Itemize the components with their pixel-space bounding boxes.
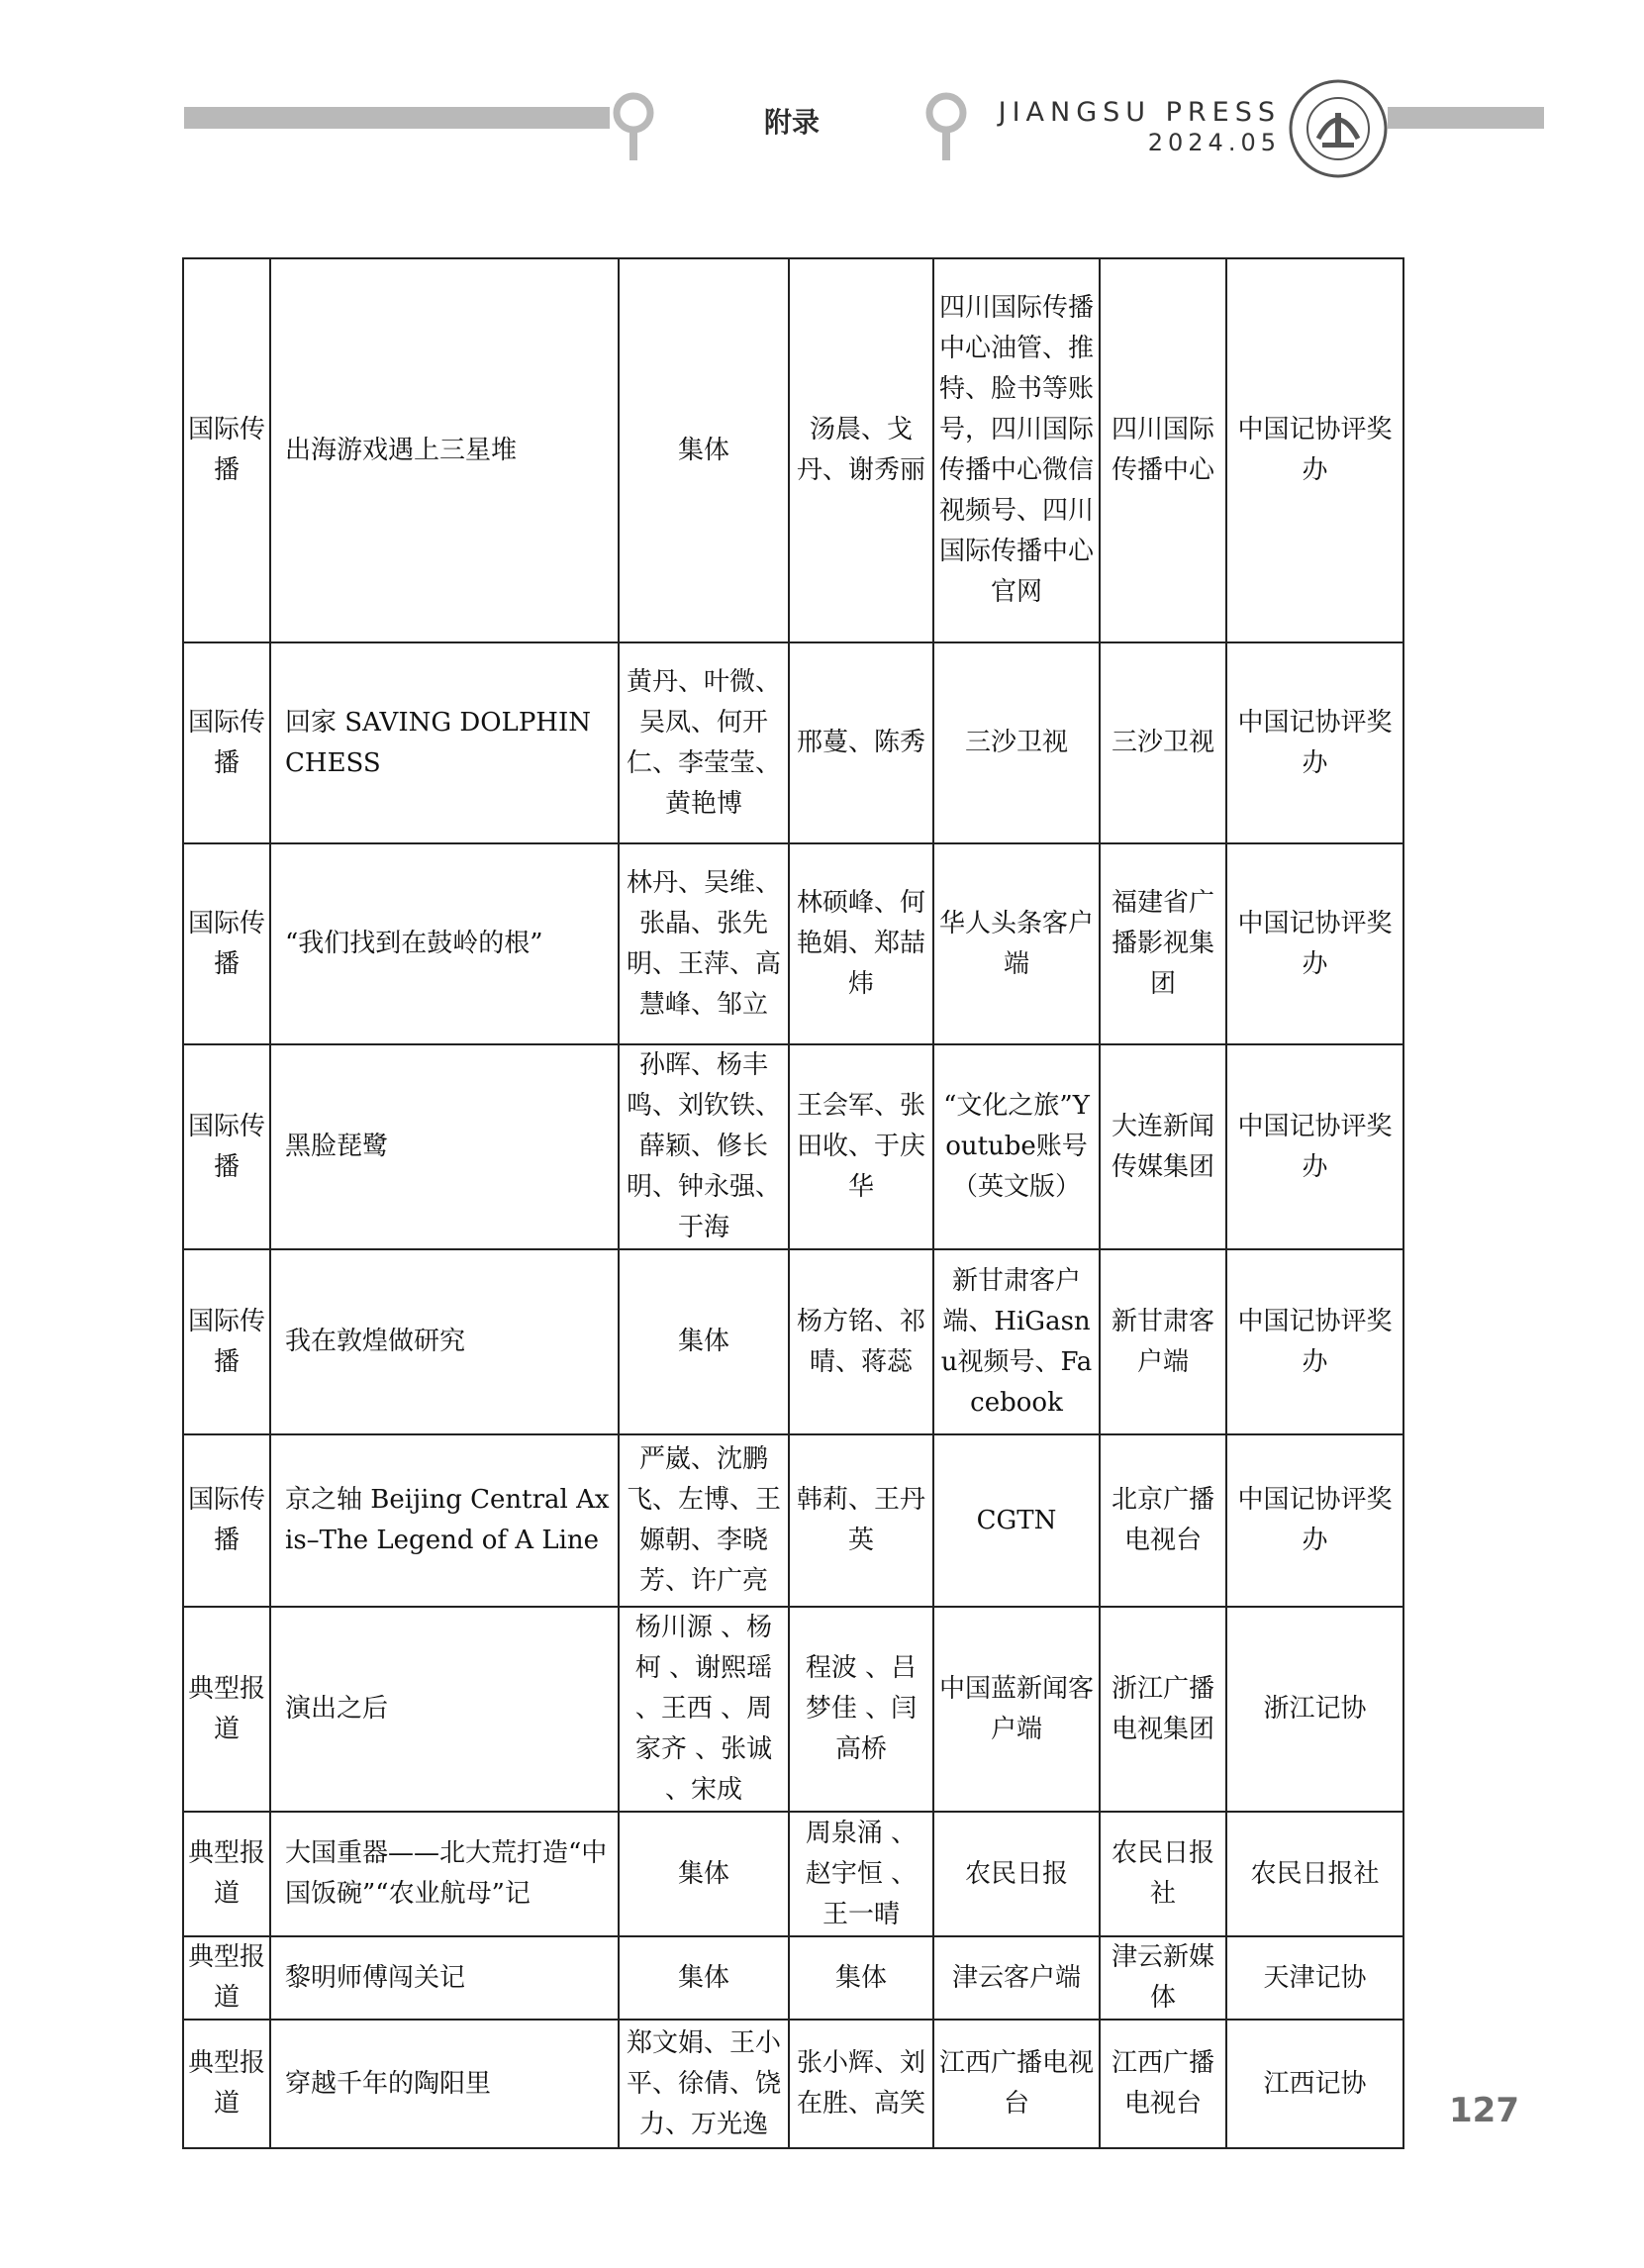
platform-cell: 江西广播电视台 (933, 2020, 1100, 2148)
publisher-cell: 津云新媒体 (1100, 1936, 1226, 2020)
editors-cell: 王会军、张田收、于庆华 (789, 1044, 933, 1249)
table-row (183, 1434, 1403, 1607)
publisher-cell: 新甘肃客户端 (1100, 1249, 1226, 1434)
journal-brand: JIANGSU PRESS (998, 97, 1281, 128)
editors-cell: 程波 、吕梦佳 、闫高桥 (789, 1607, 933, 1812)
title-cell: “我们找到在鼓岭的根” (270, 843, 619, 1044)
publisher-cell: 三沙卫视 (1100, 642, 1226, 843)
table-row (183, 1936, 1403, 2020)
category-cell: 典型报道 (183, 1812, 270, 1936)
editors-cell: 邢蔓、陈秀 (789, 642, 933, 843)
title-cell: 黎明师傅闯关记 (270, 1936, 619, 2020)
header-bar-right (1388, 107, 1544, 129)
title-cell: 大国重器——北大荒打造“中国饭碗”“农业航母”记 (270, 1812, 619, 1936)
category-cell: 国际传播 (183, 1434, 270, 1607)
title-cell: 我在敦煌做研究 (270, 1249, 619, 1434)
title-cell: 京之轴 Beijing Central Axis–The Legend of A Line (270, 1434, 619, 1607)
publisher-cell: 农民日报社 (1100, 1812, 1226, 1936)
table-row (183, 1607, 1403, 1812)
recommender-cell: 天津记协 (1226, 1936, 1403, 2020)
pin-icon (608, 91, 659, 162)
publisher-cell: 福建省广播影视集团 (1100, 843, 1226, 1044)
publisher-cell: 浙江广播电视集团 (1100, 1607, 1226, 1812)
title-cell: 出海游戏遇上三星堆 (270, 258, 619, 642)
recommender-cell: 中国记协评奖办 (1226, 642, 1403, 843)
table-row (183, 1249, 1403, 1434)
platform-cell: 四川国际传播中心油管、推特、脸书等账号，四川国际传播中心微信视频号、四川国际传播中心官网 (933, 258, 1100, 642)
publisher-cell: 江西广播电视台 (1100, 2020, 1226, 2148)
authors-cell: 集体 (619, 1812, 789, 1936)
table-row (183, 642, 1403, 843)
authors-cell: 林丹、吴维、张晶、张先明、王萍、高慧峰、邹立 (619, 843, 789, 1044)
editors-cell: 张小辉、刘在胜、高笑 (789, 2020, 933, 2148)
title-cell: 黑脸琵鹭 (270, 1044, 619, 1249)
editors-cell: 周泉涌 、赵宇恒 、王一晴 (789, 1812, 933, 1936)
category-cell: 国际传播 (183, 843, 270, 1044)
category-cell: 典型报道 (183, 1936, 270, 2020)
table-row (183, 2020, 1403, 2148)
platform-cell: 津云客户端 (933, 1936, 1100, 2020)
category-cell: 典型报道 (183, 1607, 270, 1812)
authors-cell: 黄丹、叶微、吴凤、何开仁、李莹莹、黄艳博 (619, 642, 789, 843)
editors-cell: 杨方铭、祁晴、蒋蕊 (789, 1249, 933, 1434)
platform-cell: 三沙卫视 (933, 642, 1100, 843)
section-title: 附录 (763, 106, 820, 139)
issue-date: 2024.05 (1147, 129, 1281, 156)
editors-cell: 林硕峰、何艳娟、郑喆炜 (789, 843, 933, 1044)
authors-cell: 严崴、沈鹏飞、左博、王嫄朝、李晓芳、许广亮 (619, 1434, 789, 1607)
table-row (183, 843, 1403, 1044)
platform-cell: “文化之旅”Youtube账号（英文版） (933, 1044, 1100, 1249)
recommender-cell: 中国记协评奖办 (1226, 258, 1403, 642)
publisher-cell: 北京广播电视台 (1100, 1434, 1226, 1607)
platform-cell: 新甘肃客户端、HiGasnu视频号、Facebook (933, 1249, 1100, 1434)
platform-cell: 中国蓝新闻客户端 (933, 1607, 1100, 1812)
table-row (183, 258, 1403, 642)
editors-cell: 韩莉、王丹英 (789, 1434, 933, 1607)
authors-cell: 集体 (619, 258, 789, 642)
title-cell: 回家 SAVING DOLPHIN CHESS (270, 642, 619, 843)
platform-cell: CGTN (933, 1434, 1100, 1607)
authors-cell: 集体 (619, 1936, 789, 2020)
association-seal-icon (1287, 77, 1390, 180)
recommender-cell: 中国记协评奖办 (1226, 843, 1403, 1044)
header-bar-left (184, 107, 610, 129)
editors-cell: 汤晨、戈丹、谢秀丽 (789, 258, 933, 642)
page-number: 127 (1449, 2091, 1519, 2130)
title-cell: 演出之后 (270, 1607, 619, 1812)
authors-cell: 孙晖、杨丰鸣、刘钦铁、薛颖、修长明、钟永强、于海 (619, 1044, 789, 1249)
category-cell: 国际传播 (183, 1249, 270, 1434)
category-cell: 典型报道 (183, 2020, 270, 2148)
category-cell: 国际传播 (183, 1044, 270, 1249)
publisher-cell: 四川国际传播中心 (1100, 258, 1226, 642)
recommender-cell: 江西记协 (1226, 2020, 1403, 2148)
authors-cell: 集体 (619, 1249, 789, 1434)
platform-cell: 农民日报 (933, 1812, 1100, 1936)
authors-cell: 郑文娟、王小平、徐倩、饶力、万光逸 (619, 2020, 789, 2148)
category-cell: 国际传播 (183, 642, 270, 843)
table-row (183, 1044, 1403, 1249)
recommender-cell: 中国记协评奖办 (1226, 1249, 1403, 1434)
authors-cell: 杨川源 、杨柯 、谢熙瑶 、王西 、周家齐 、张诚 、宋成 (619, 1607, 789, 1812)
category-cell: 国际传播 (183, 258, 270, 642)
awards-table (182, 257, 1404, 2149)
table-row (183, 1812, 1403, 1936)
publisher-cell: 大连新闻传媒集团 (1100, 1044, 1226, 1249)
recommender-cell: 浙江记协 (1226, 1607, 1403, 1812)
recommender-cell: 中国记协评奖办 (1226, 1044, 1403, 1249)
recommender-cell: 农民日报社 (1226, 1812, 1403, 1936)
platform-cell: 华人头条客户端 (933, 843, 1100, 1044)
pin-icon (920, 91, 972, 162)
recommender-cell: 中国记协评奖办 (1226, 1434, 1403, 1607)
editors-cell: 集体 (789, 1936, 933, 2020)
title-cell: 穿越千年的陶阳里 (270, 2020, 619, 2148)
